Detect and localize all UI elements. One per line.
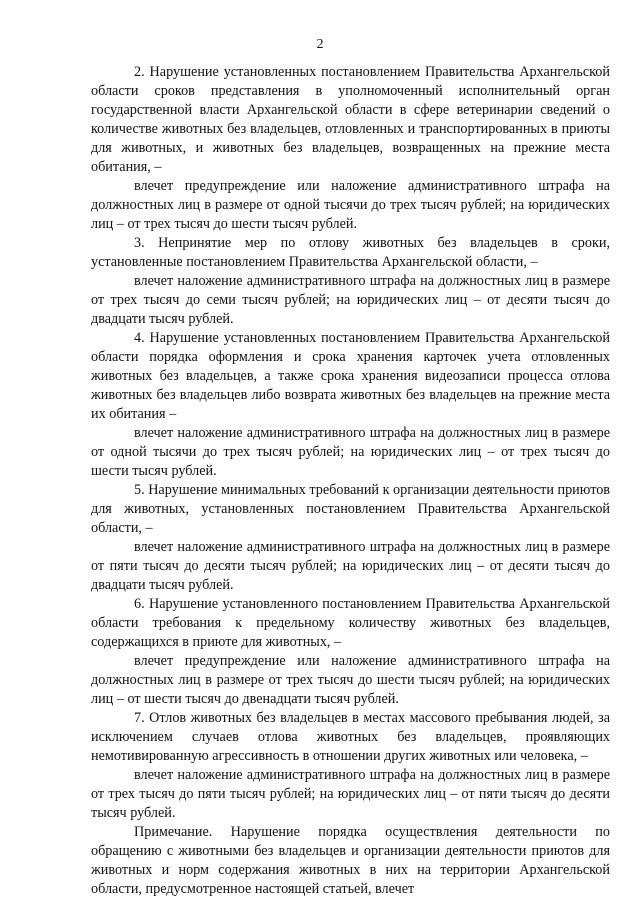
paragraph-penalty-5: влечет наложение административного штрафа на должностных лиц в размере от пяти тысяч до десяти тысяч рублей; на юридических лиц – от десяти тысяч до двадцати тысяч рублей. — [91, 539, 610, 593]
paragraph-note: Примечание. Нарушение порядка осуществления деятельности по обращению с животными без владельцев и организации деятельности приютов для животных и норм содержания животных в них на территории Архангельской области, предусмотренное настоящей статьей, влечет — [91, 824, 610, 897]
paragraph-item-6: 6. Нарушение установленного постановлением Правительства Архангельской области требования к предельному количеству животных без владельцев, содержащихся в приюте для животных, – — [91, 596, 610, 650]
paragraph-item-4: 4. Нарушение установленных постановлением Правительства Архангельской области порядка оформления и срока хранения карточек учета отловленных животных без владельцев, а также срока хранения видеозаписи процесса отлова животных без владельцев либо возврата животных без владельцев на прежние места их обитания – — [91, 330, 610, 422]
paragraph-penalty-3: влечет наложение административного штрафа на должностных лиц в размере от трех тысяч до семи тысяч рублей; на юридических лиц – от десяти тысяч до двадцати тысяч рублей. — [91, 273, 610, 327]
paragraph-item-5: 5. Нарушение минимальных требований к организации деятельности приютов для животных, установленных постановлением Правительства Архангельской области, – — [91, 482, 610, 536]
paragraph-penalty-4: влечет наложение административного штрафа на должностных лиц в размере от одной тысячи до трех тысяч рублей; на юридических лиц – от трех тысяч до шести тысяч рублей. — [91, 425, 610, 479]
document-body — [91, 63, 610, 899]
paragraph-item-3: 3. Непринятие мер по отлову животных без владельцев в сроки, установленные постановлением Правительства Архангельской области, – — [91, 235, 610, 270]
paragraph-item-7: 7. Отлов животных без владельцев в местах массового пребывания людей, за исключением случаев отлова животных без владельцев, проявляющих немотивированную агрессивность в отношении других животных или человека, – — [91, 710, 610, 764]
paragraph-item-2: 2. Нарушение установленных постановлением Правительства Архангельской области сроков представления в уполномоченный исполнительный орган государственной власти Архангельской области в сфере ветеринарии сведений о количестве животных без владельцев, отловленных и транспортированных в приюты для животных, и животных без владельцев, возвращенных на прежние места обитания, – — [91, 64, 610, 175]
page-number: 2 — [316, 37, 324, 52]
paragraph-penalty-2: влечет предупреждение или наложение административного штрафа на должностных лиц в размере от одной тысячи до трех тысяч рублей; на юридических лиц – от трех тысяч до шести тысяч рублей. — [91, 178, 610, 232]
paragraph-penalty-6: влечет предупреждение или наложение административного штрафа на должностных лиц в размере от трех тысяч до шести тысяч рублей; на юридических лиц – от шести тысяч до двенадцати тысяч рублей. — [91, 653, 610, 707]
paragraph-penalty-7: влечет наложение административного штрафа на должностных лиц в размере от трех тысяч до пяти тысяч рублей; на юридических лиц – от пяти тысяч до десяти тысяч рублей. — [91, 767, 610, 821]
